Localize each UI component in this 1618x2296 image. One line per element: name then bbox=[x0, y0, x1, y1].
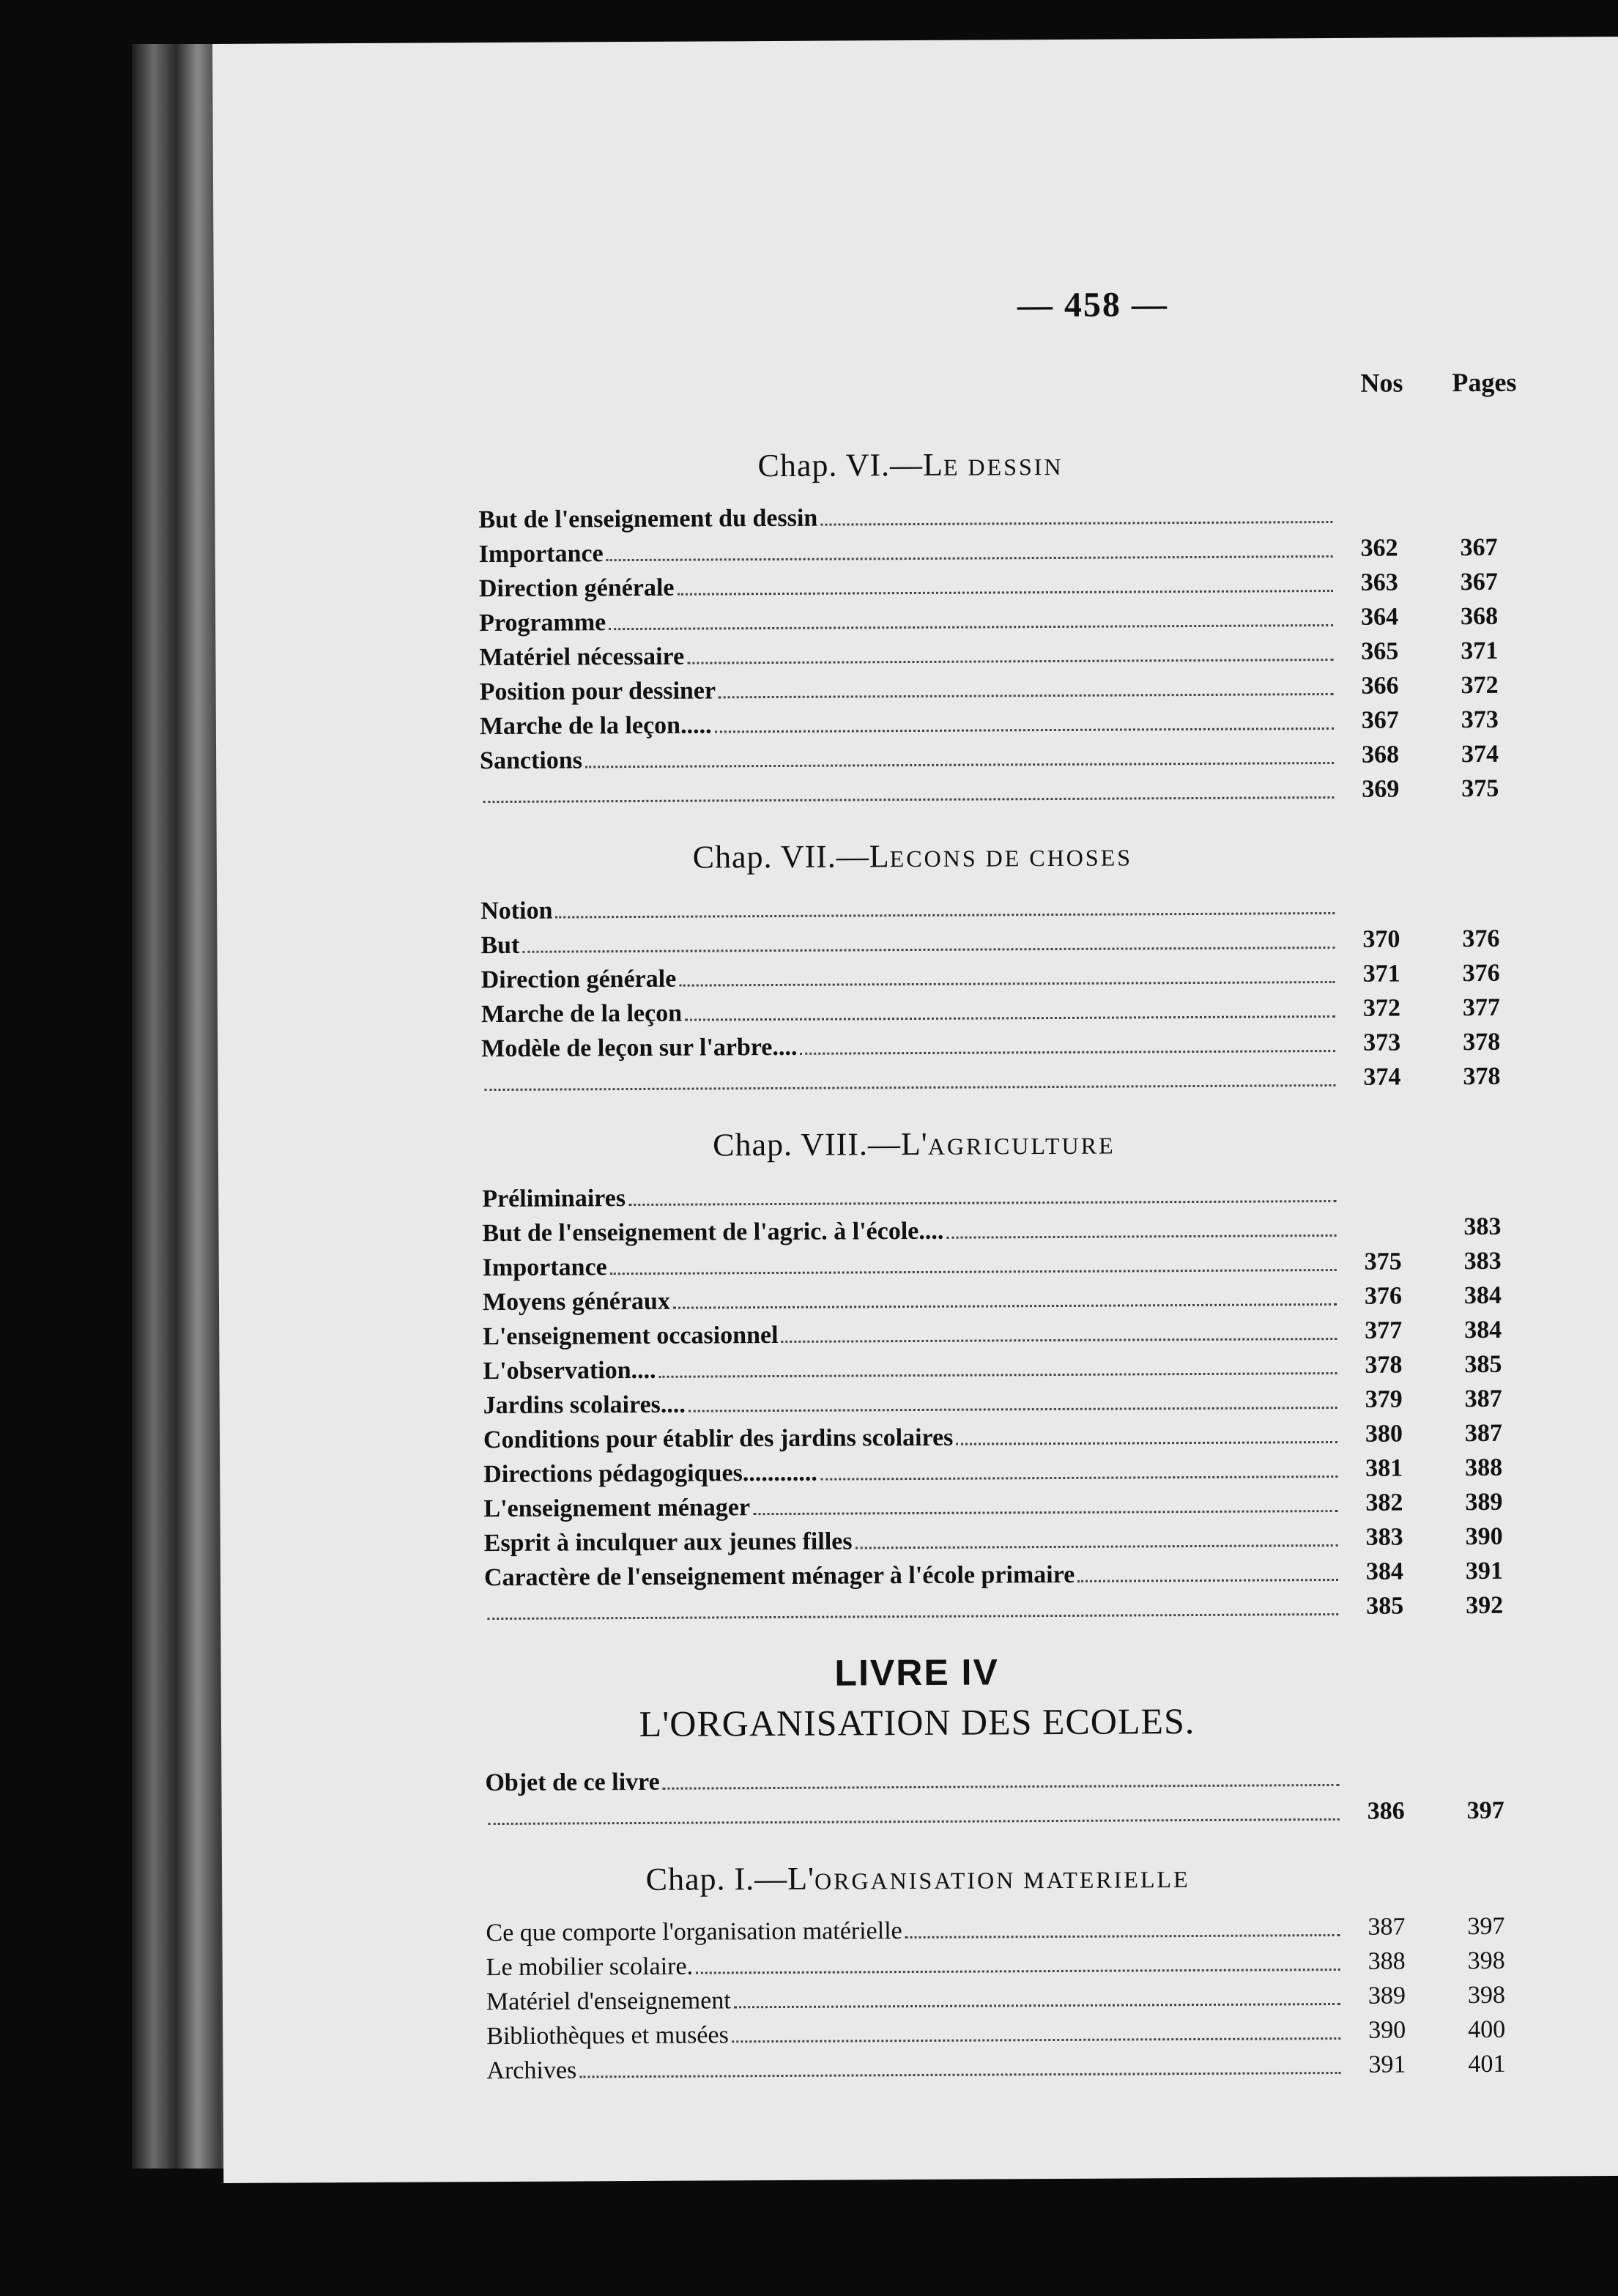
dot-leader bbox=[714, 707, 1333, 733]
dot-leader bbox=[820, 1455, 1338, 1481]
dot-leader bbox=[732, 2017, 1341, 2043]
toc-entry-page: 383 bbox=[1463, 1212, 1502, 1241]
toc-entry-page: 387 bbox=[1464, 1419, 1503, 1448]
toc-entry-page: 378 bbox=[1463, 1028, 1501, 1056]
toc-entry-page: 391 bbox=[1465, 1557, 1504, 1585]
toc-entry-page: 367 bbox=[1460, 568, 1498, 596]
toc-entry-title: L'enseignement ménager bbox=[483, 1494, 751, 1523]
dot-leader bbox=[719, 673, 1334, 698]
toc-entry-title: Objet de ce livre bbox=[485, 1768, 660, 1797]
chapter-section bbox=[217, 834, 1610, 1104]
toc-entry-number: 362 bbox=[1360, 534, 1398, 562]
toc-entry-page: 367 bbox=[1460, 533, 1498, 562]
toc-entry-title: Direction générale bbox=[480, 965, 677, 994]
dot-leader bbox=[855, 1524, 1337, 1549]
chapter-heading-smallcaps: E DESSIN bbox=[943, 453, 1064, 481]
toc-entry-title: Notion bbox=[480, 897, 553, 925]
toc-row bbox=[220, 1591, 1612, 1633]
toc-entry-number: 376 bbox=[1364, 1282, 1403, 1310]
toc-entry-page: 375 bbox=[1461, 774, 1499, 803]
toc-entry-title: Préliminaires bbox=[482, 1185, 626, 1213]
chapter-heading-smallcaps: AGRICULTURE bbox=[927, 1132, 1116, 1160]
dot-leader bbox=[685, 995, 1335, 1021]
chapter-heading-main: Chap. I.—L' bbox=[645, 1860, 815, 1897]
toc-entry-title: L'observation.... bbox=[483, 1356, 656, 1385]
dot-leader bbox=[663, 1763, 1340, 1790]
toc-entry bbox=[479, 638, 1336, 672]
toc-entry-page: 397 bbox=[1467, 1912, 1505, 1941]
toc-entry bbox=[486, 1948, 1343, 1982]
toc-entry-title: Marche de la leçon..... bbox=[479, 711, 712, 741]
toc-entry-title: But bbox=[480, 931, 520, 960]
toc-entry-page: 398 bbox=[1467, 1947, 1505, 1975]
column-header-pages: Pages bbox=[1452, 367, 1517, 398]
toc-entry-number: 369 bbox=[1362, 775, 1400, 803]
toc-entry-page: 384 bbox=[1464, 1316, 1502, 1344]
dot-leader bbox=[946, 1214, 1336, 1239]
toc-entry-page: 401 bbox=[1468, 2050, 1506, 2078]
toc-entry bbox=[483, 1248, 1340, 1282]
dot-leader bbox=[659, 1352, 1337, 1378]
toc-entry-number: 390 bbox=[1368, 2016, 1406, 2044]
toc-entry bbox=[479, 535, 1336, 569]
dot-leader bbox=[579, 2051, 1340, 2078]
toc-entry-number: 375 bbox=[1364, 1248, 1402, 1275]
toc-entry-number: 383 bbox=[1365, 1523, 1403, 1551]
toc-entry bbox=[480, 926, 1337, 960]
toc-entry-number: 377 bbox=[1365, 1317, 1403, 1344]
toc-entry bbox=[480, 776, 1337, 803]
toc-entry bbox=[483, 1455, 1340, 1489]
chapter-heading bbox=[218, 1122, 1610, 1166]
toc-entry bbox=[486, 1798, 1343, 1825]
dot-leader bbox=[687, 638, 1333, 664]
toc-entry-title: Programme bbox=[479, 609, 606, 637]
toc-entry-number: 368 bbox=[1362, 741, 1400, 769]
toc-entry-page: 384 bbox=[1463, 1281, 1502, 1310]
toc-entry-number: 366 bbox=[1361, 672, 1399, 700]
toc-entry-number: 385 bbox=[1366, 1592, 1404, 1620]
toc-entry-number: 380 bbox=[1365, 1420, 1403, 1448]
dot-leader bbox=[679, 960, 1335, 987]
toc-entry-number: 382 bbox=[1365, 1489, 1403, 1517]
toc-row bbox=[222, 1796, 1614, 1838]
livre-subtitle: L'ORGANISATION DES ECOLES. bbox=[639, 1700, 1195, 1744]
toc-entry-title: Jardins scolaires.... bbox=[483, 1390, 686, 1420]
toc-entry bbox=[484, 1524, 1341, 1558]
dot-leader bbox=[609, 604, 1333, 630]
toc-entry-page: 392 bbox=[1466, 1591, 1504, 1620]
toc-entry-number: 363 bbox=[1360, 569, 1398, 596]
toc-entry bbox=[486, 2051, 1343, 2085]
toc-entry bbox=[486, 2017, 1343, 2051]
dot-leader bbox=[820, 500, 1332, 526]
toc-entry-page: 385 bbox=[1464, 1350, 1502, 1379]
dot-leader bbox=[696, 1948, 1340, 1974]
toc-entry-page: 387 bbox=[1464, 1385, 1502, 1413]
toc-entry bbox=[486, 1914, 1343, 1947]
toc-entry-title: Direction générale bbox=[478, 574, 675, 603]
toc-entry-number: 365 bbox=[1361, 637, 1399, 665]
toc-entry-page: 390 bbox=[1465, 1522, 1503, 1551]
toc-entry-title: Matériel nécessaire bbox=[479, 642, 685, 672]
toc-entry-number: 371 bbox=[1362, 960, 1400, 988]
toc-entry bbox=[485, 1763, 1342, 1797]
toc-entry-page: 383 bbox=[1463, 1247, 1502, 1275]
toc-entry bbox=[480, 892, 1337, 925]
toc-entry-title: Sanctions bbox=[480, 747, 583, 775]
toc-entry-title: Conditions pour établir des jardins scolaires bbox=[483, 1423, 954, 1454]
toc-row bbox=[223, 2050, 1614, 2092]
toc-entry-number: 378 bbox=[1365, 1351, 1403, 1379]
toc-entry-page: 372 bbox=[1461, 671, 1499, 700]
toc-entry-title: Esprit à inculquer aux jeunes filles bbox=[483, 1527, 853, 1558]
toc-entry-title: Archives bbox=[486, 2056, 577, 2085]
table-of-contents bbox=[215, 418, 1615, 2092]
dot-leader bbox=[522, 926, 1335, 953]
dot-leader bbox=[734, 1982, 1340, 2008]
toc-entry-page: 374 bbox=[1461, 740, 1499, 769]
dot-leader bbox=[800, 1029, 1335, 1055]
toc-row bbox=[216, 774, 1608, 816]
dot-leader bbox=[677, 569, 1333, 596]
toc-entry-number: 391 bbox=[1368, 2051, 1406, 2078]
toc-entry-title: Directions pédagogiques............ bbox=[483, 1459, 817, 1489]
toc-entry-title: Position pour dessiner bbox=[479, 677, 716, 706]
dot-leader bbox=[483, 776, 1334, 803]
dot-leader bbox=[905, 1914, 1340, 1938]
book-page bbox=[212, 37, 1618, 2183]
toc-entry-number: 389 bbox=[1367, 1982, 1406, 2010]
toc-entry-title: Caractère de l'enseignement ménager à l'école primaire bbox=[483, 1560, 1075, 1592]
toc-entry bbox=[483, 1489, 1340, 1523]
toc-entry-page: 378 bbox=[1463, 1062, 1501, 1091]
chapter-section bbox=[222, 1856, 1615, 2092]
toc-entry bbox=[483, 1386, 1340, 1420]
toc-entry bbox=[479, 604, 1336, 637]
toc-entry-number: 367 bbox=[1361, 706, 1399, 734]
dot-leader bbox=[610, 1248, 1337, 1275]
toc-entry-title: But de l'enseignement de l'agric. à l'école.... bbox=[482, 1217, 944, 1248]
dot-leader bbox=[585, 741, 1334, 768]
dot-leader bbox=[484, 1064, 1335, 1091]
dot-leader bbox=[753, 1489, 1338, 1515]
toc-entry bbox=[483, 1352, 1340, 1385]
toc-entry-title: Matériel d'enseignement bbox=[486, 1987, 731, 2016]
toc-entry-number: 384 bbox=[1365, 1558, 1404, 1585]
dot-leader bbox=[781, 1317, 1337, 1343]
toc-entry-title: But de l'enseignement du dessin bbox=[478, 504, 818, 534]
toc-entry bbox=[480, 673, 1337, 706]
chapter-heading-main: Chap. VI.—L bbox=[757, 446, 944, 484]
dot-leader bbox=[956, 1421, 1337, 1445]
toc-entry-title: L'enseignement occasionnel bbox=[483, 1321, 779, 1351]
toc-entry bbox=[481, 1029, 1338, 1063]
chapter-heading-smallcaps: ECONS DE CHOSES bbox=[889, 844, 1133, 873]
toc-entry bbox=[479, 569, 1336, 603]
toc-entry-number: 386 bbox=[1367, 1797, 1405, 1825]
chapter-section bbox=[218, 1122, 1613, 1633]
toc-entry-page: 376 bbox=[1462, 925, 1500, 953]
toc-entry-title: Le mobilier scolaire. bbox=[486, 1952, 694, 1982]
toc-entry-title: Importance bbox=[482, 1253, 607, 1282]
chapter-heading bbox=[222, 1856, 1614, 1900]
livre-title: LIVRE IV bbox=[834, 1651, 999, 1694]
toc-entry-page: 368 bbox=[1461, 602, 1499, 631]
dot-leader bbox=[1077, 1558, 1338, 1582]
toc-entry bbox=[480, 707, 1337, 741]
dot-leader bbox=[487, 1593, 1338, 1620]
toc-entry-number: 379 bbox=[1365, 1385, 1403, 1413]
toc-entry-page: 400 bbox=[1468, 2015, 1506, 2044]
toc-entry bbox=[482, 1180, 1339, 1213]
toc-entry bbox=[481, 960, 1338, 994]
toc-entry-page: 376 bbox=[1462, 959, 1500, 988]
toc-entry-title: Ce que comporte l'organisation matérielle bbox=[486, 1917, 902, 1947]
toc-row bbox=[218, 1062, 1609, 1104]
toc-entry-title: Bibliothèques et musées bbox=[486, 2021, 729, 2051]
toc-entry bbox=[483, 1421, 1340, 1454]
dot-leader bbox=[673, 1283, 1337, 1309]
toc-entry bbox=[480, 741, 1337, 775]
toc-entry bbox=[478, 500, 1335, 534]
toc-entry-page: 377 bbox=[1462, 993, 1501, 1022]
toc-entry bbox=[486, 1982, 1343, 2016]
toc-entry bbox=[484, 1593, 1341, 1620]
toc-entry-number: 364 bbox=[1361, 603, 1399, 631]
toc-entry-number: 372 bbox=[1362, 994, 1401, 1022]
chapter-heading bbox=[217, 834, 1608, 878]
dot-leader bbox=[489, 1798, 1340, 1825]
chapter-section bbox=[215, 442, 1608, 816]
toc-entry-title: Marche de la leçon bbox=[480, 999, 683, 1029]
toc-entry-page: 373 bbox=[1461, 706, 1499, 734]
toc-entry-page: 398 bbox=[1467, 1981, 1506, 2010]
dot-leader bbox=[555, 892, 1335, 919]
toc-entry-title: Moyens généraux bbox=[482, 1287, 671, 1317]
toc-entry-number: 374 bbox=[1363, 1063, 1401, 1091]
toc-entry-number: 373 bbox=[1363, 1029, 1401, 1056]
toc-entry-page: 389 bbox=[1465, 1488, 1503, 1517]
livre-section bbox=[221, 1648, 1615, 2092]
chapter-heading bbox=[215, 442, 1606, 487]
toc-entry-title: Modèle de leçon sur l'arbre.... bbox=[481, 1033, 798, 1063]
toc-entry-number: 387 bbox=[1367, 1913, 1406, 1941]
toc-entry-number: 388 bbox=[1367, 1947, 1406, 1975]
toc-entry bbox=[483, 1283, 1340, 1317]
column-header-nos: Nos bbox=[1360, 368, 1403, 398]
dot-leader bbox=[628, 1180, 1336, 1206]
chapter-heading-smallcaps: ORGANISATION MATERIELLE bbox=[814, 1866, 1190, 1895]
toc-entry-page: 388 bbox=[1465, 1453, 1503, 1482]
dot-leader bbox=[606, 535, 1333, 561]
toc-entry bbox=[483, 1317, 1340, 1351]
toc-entry-number: 381 bbox=[1365, 1454, 1403, 1482]
toc-entry-number: 370 bbox=[1362, 925, 1400, 953]
toc-entry bbox=[482, 1214, 1339, 1248]
toc-entry bbox=[484, 1558, 1341, 1592]
page-number: — 458 — bbox=[1017, 285, 1169, 325]
toc-entry-page: 397 bbox=[1466, 1796, 1504, 1825]
chapter-heading-main: Chap. VIII.—L' bbox=[713, 1125, 928, 1163]
chapter-heading-main: Chap. VII.—L bbox=[692, 838, 890, 875]
toc-entry bbox=[481, 1064, 1338, 1091]
toc-entry-page: 371 bbox=[1461, 637, 1499, 665]
toc-entry-title: Importance bbox=[478, 540, 604, 569]
dot-leader bbox=[689, 1386, 1337, 1412]
toc-entry bbox=[481, 995, 1338, 1029]
